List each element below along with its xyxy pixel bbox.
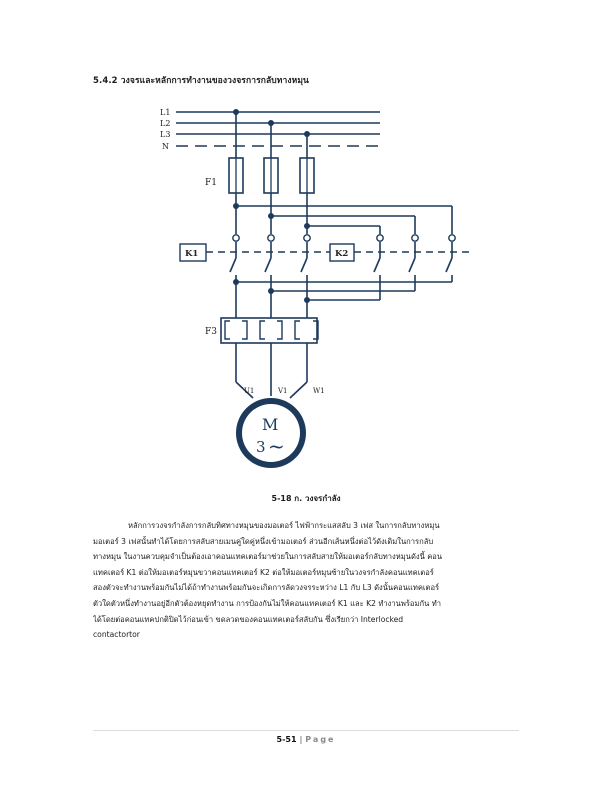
terminal-label-v1: V1	[278, 387, 288, 395]
body-paragraph	[93, 518, 519, 643]
paragraph-line: สองตัวจะทำงานพร้อมกันไม่ได้ถ้าทำงานพร้อมกันจะเกิดการลัดวงจรระหว่าง L1 กับ L3 ดังนั้นคอนแทคเตอร์	[93, 583, 440, 593]
page-number: 5-51	[276, 735, 297, 744]
terminal-label-u1: U1	[244, 387, 255, 395]
page-footer	[0, 735, 612, 744]
paragraph-line: contactortor	[93, 630, 140, 640]
line-label-l3: L3	[160, 130, 171, 139]
line-label-l1: L1	[160, 108, 171, 117]
paragraph-line: มอเตอร์ 3 เฟสนั้นทำได้โดยการสลับสายเมนคู่ใดคู่หนึ่งเข้ามอเตอร์ ส่วนอีกเส้นหนึ่งต่อไว้ดังเดิมในการกลับ	[93, 536, 434, 546]
contactor-k1-label: K1	[185, 249, 199, 259]
footer-separator: |	[299, 735, 303, 744]
figure-caption: 5-18 ก. วงจรกำลัง	[271, 494, 341, 503]
paragraph-line: ทางหมุน ในงานควบคุมจำเป็นต้องเอาคอนแทคเตอร์มาช่วยในการสลับสายให้มอเตอร์กลับทางหมุนดังนี้ คอน	[93, 552, 443, 562]
motor-phase-label: 3	[256, 438, 266, 456]
fuse-label: F1	[205, 178, 217, 188]
section-heading: 5.4.2 วงจรและหลักการทำงานของวงจรการกลับทางหมุน	[93, 76, 309, 86]
paragraph-line: ตัวใดตัวหนึ่งทำงานอยู่อีกตัวต้องหยุดทำงาน การป้องกันไม่ให้คอนแทคเตอร์ K1 และ K2 ทำงานพร้อมกัน ทำ	[93, 598, 441, 608]
page-word: Page	[305, 735, 336, 744]
footer-divider	[93, 730, 519, 731]
motor-m-label: M	[262, 415, 279, 434]
line-label-l2: L2	[160, 119, 171, 128]
overload-label: F3	[205, 327, 217, 337]
paragraph-line: แทคเตอร์ K1 ต่อให้มอเตอร์หมุนขวาคอนแทคเตอร์ K2 ต่อให้มอเตอร์หมุนซ้ายในวงจรกำลังคอนแทคเตอร์	[93, 567, 434, 577]
motor-ac-label: ~	[268, 434, 285, 458]
paragraph-line: ได้โดยต่อคอนแทคปกติปิดไว้ก่อนเข้า ขดลวดของคอนแทคเตอร์สลับกัน ซึ่งเรียกว่า Interlocked	[93, 614, 404, 624]
overload-relay-f3	[221, 318, 317, 343]
paragraph-line: หลักการวงจรกำลังการกลับทิศทางหมุนของมอเตอร์ ไฟฟ้ากระแสสลับ 3 เฟส ในการกลับทางหมุน	[128, 521, 440, 530]
terminal-label-w1: W1	[313, 387, 325, 395]
line-label-n: N	[162, 142, 169, 151]
contactor-k2-label: K2	[335, 249, 349, 259]
